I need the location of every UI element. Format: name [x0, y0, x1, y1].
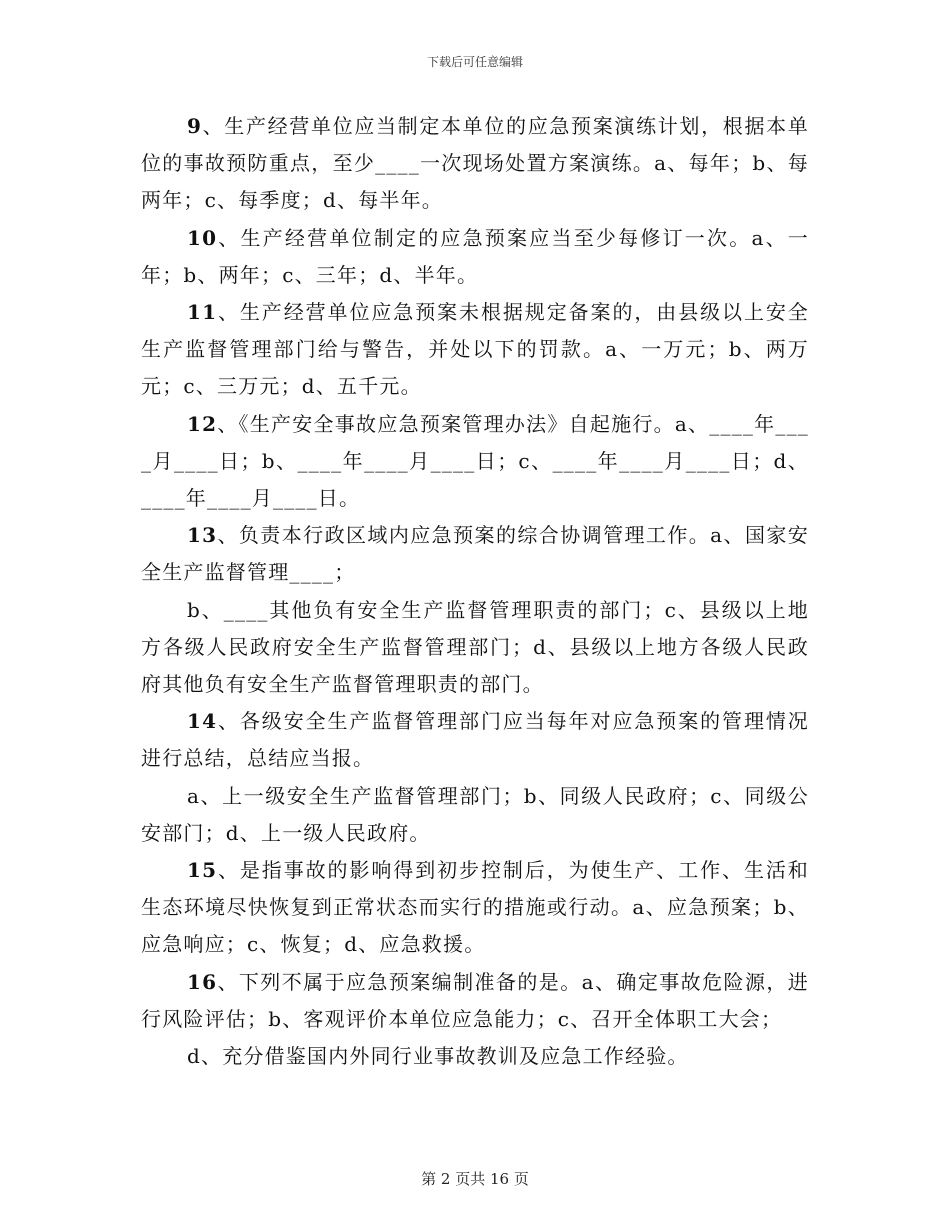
- question-14-options: [141, 778, 809, 852]
- document-body: [141, 108, 809, 1075]
- question-15: [141, 852, 809, 964]
- question-text: 、负责本行政区域内应急预案的综合协调管理工作。a、国家安全生产监督管理____；: [141, 523, 809, 585]
- question-10: [141, 220, 809, 294]
- question-number: 16: [187, 969, 218, 994]
- question-number: 15: [187, 858, 218, 883]
- question-14: [141, 703, 809, 777]
- question-text: d、充分借鉴国内外同行业事故教训及应急工作经验。: [187, 1044, 689, 1069]
- question-text: 、是指事故的影响得到初步控制后，为使生产、工作、生活和生态环境尽快恢复到正常状态而实行的措施或行动。a、应急预案；b、应急响应；c、恢复；d、应急救援。: [141, 858, 809, 957]
- question-text: 、各级安全生产监督管理部门应当每年对应急预案的管理情况进行总结，总结应当报。: [141, 709, 809, 771]
- question-number: 9: [187, 114, 203, 138]
- question-16-options: [141, 1038, 809, 1075]
- question-number: 11: [187, 300, 218, 325]
- question-number: 13: [187, 523, 218, 548]
- question-13: [141, 517, 809, 591]
- question-number: 12: [187, 411, 218, 436]
- question-text: 、生产经营单位应当制定本单位的应急预案演练计划，根据本单位的事故预防重点，至少____一次现场处置方案演练。a、每年；b、每两年；c、每季度；d、每半年。: [141, 114, 809, 213]
- question-16: [141, 964, 809, 1038]
- question-number: 10: [187, 225, 218, 250]
- question-text: a、上一级安全生产监督管理部门；b、同级人民政府；c、同级公安部门；d、上一级人民政府。: [141, 783, 809, 845]
- question-9: [141, 108, 809, 220]
- question-text: 、下列不属于应急预案编制准备的是。a、确定事故危险源，进行风险评估；b、客观评价本单位应急能力；c、召开全体职工大会；: [141, 969, 809, 1031]
- question-text: 、《生产安全事故应急预案管理办法》自起施行。a、____年____月____日；b、____年____月____日；c、____年____月____日；d、____年____月____日。: [141, 411, 809, 511]
- question-11: [141, 294, 809, 406]
- question-text: 、生产经营单位应急预案未根据规定备案的，由县级以上安全生产监督管理部门给与警告，并处以下的罚款。a、一万元；b、两万元；c、三万元；d、五千元。: [141, 300, 809, 399]
- page-footer: 第 2 页共 16 页: [421, 1170, 529, 1188]
- question-13-options: [141, 592, 809, 704]
- page-header: 下载后可任意编辑: [426, 55, 523, 69]
- question-text: b、____其他负有安全生产监督管理职责的部门；c、县级以上地方各级人民政府安全生产监督管理部门；d、县级以上地方各级人民政府其他负有安全生产监督管理职责的部门。: [141, 597, 809, 697]
- question-text: 、生产经营单位制定的应急预案应当至少每修订一次。a、一年；b、两年；c、三年；d、半年。: [141, 225, 809, 287]
- question-number: 14: [187, 709, 218, 734]
- question-12: [141, 406, 809, 518]
